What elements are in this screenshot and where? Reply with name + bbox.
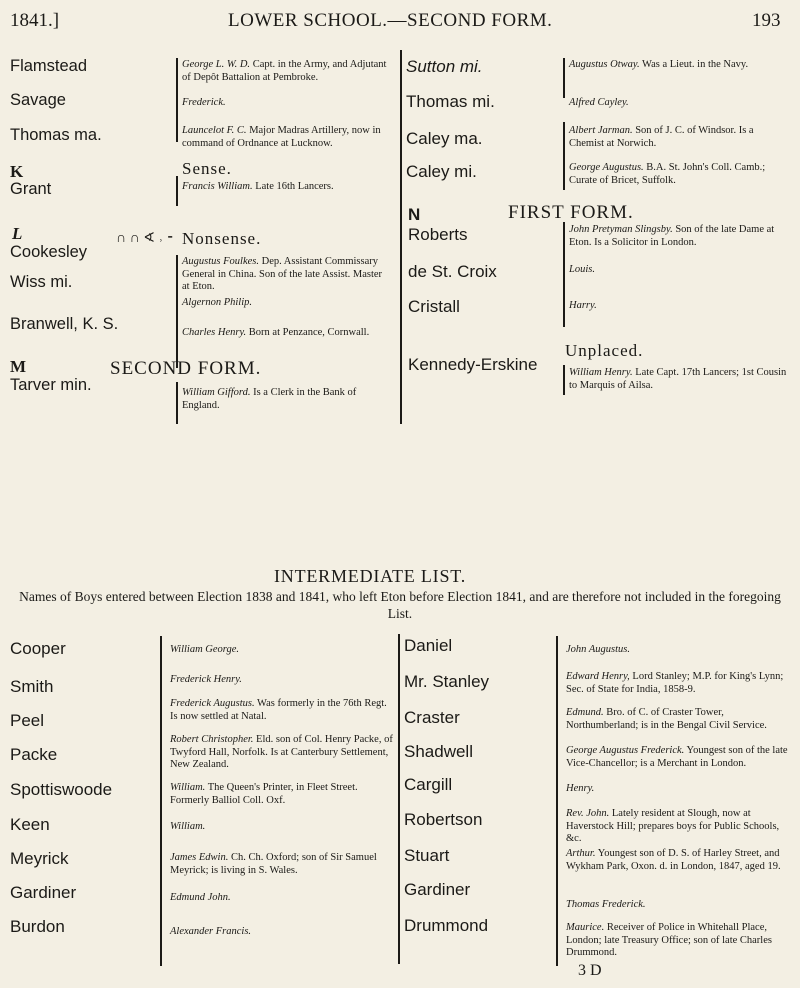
- entry-smith: Frederick Henry.: [170, 674, 242, 685]
- name-meyrick: Meyrick: [10, 849, 69, 868]
- entry-gardiner-2: Thomas Frederick.: [566, 899, 646, 910]
- name-peel: Peel: [10, 711, 45, 730]
- entry-cooper: William George.: [170, 644, 240, 655]
- name-shadwell: Shadwell: [404, 742, 473, 761]
- name-mr-stanley: Mr. Stanley: [404, 672, 490, 691]
- name-savage: Savage: [10, 91, 66, 109]
- header-page-number: 193: [752, 10, 781, 31]
- entry-mr-stanley: Edward Henry, Lord Stanley; M.P. for King's Lynn; Sec. of State for India, 1858-9.: [566, 671, 784, 695]
- intermediate-heading: INTERMEDIATE LIST.: [274, 566, 467, 586]
- entry-roberts: John Pretyman Slingsby. Son of the late Dame at Eton. Is a Solicitor in London.: [569, 224, 775, 248]
- name-spottiswoode: Spottiswoode: [10, 780, 113, 799]
- entry-packe: Robert Christopher. Eld. son of Col. Henry Packe, of Twyford Hall, Norfolk. Is at Canterbury Settlement, New Zealand.: [170, 734, 393, 770]
- name-cooper: Cooper: [10, 639, 66, 658]
- column-rule: [176, 255, 178, 368]
- letter-l: L: [12, 224, 23, 243]
- name-caley-mi: Caley mi.: [406, 162, 477, 181]
- entry-cookesley: Augustus Foulkes. Dep. Assistant Commissary General in China. Son of the late Assist. Master at Eton.: [182, 256, 383, 292]
- name-kennedy-erskine: Kennedy-Erskine: [408, 355, 538, 374]
- column-rule: [160, 636, 162, 966]
- name-gardiner-2: Gardiner: [404, 880, 471, 899]
- column-rule-middle: [400, 50, 402, 424]
- header-title: LOWER SCHOOL.—SECOND FORM.: [228, 10, 553, 31]
- entry-shadwell: George Augustus Frederick. Youngest son of the late Vice-Chancellor; is a Merchant in London.: [566, 745, 788, 769]
- column-rule: [176, 382, 178, 424]
- name-flamstead: Flamstead: [10, 57, 88, 75]
- letter-n: N: [408, 205, 421, 224]
- name-cargill: Cargill: [404, 775, 453, 794]
- entry-sutton-mi: Augustus Otway. Was a Lieut. in the Navy.: [569, 59, 749, 70]
- name-branwell: Branwell, K. S.: [10, 315, 119, 333]
- bracket-symbol: ∩ ∩ ∢ ˒ ⁃: [116, 231, 174, 246]
- name-tarver-min: Tarver min.: [10, 376, 92, 394]
- entry-thomas-ma: Launcelot F. C. Major Madras Artillery, now in command of Ordnance at Lucknow.: [182, 125, 381, 149]
- name-roberts: Roberts: [408, 225, 468, 244]
- entry-caley-ma: Albert Jarman. Son of J. C. of Windsor. Is a Chemist at Norwich.: [569, 125, 754, 149]
- column-rule: [176, 176, 178, 206]
- heading-sense: Sense.: [182, 159, 232, 178]
- entry-cristall: Harry.: [569, 300, 597, 311]
- entry-burdon: Alexander Francis.: [170, 926, 252, 937]
- entry-branwell: Charles Henry. Born at Penzance, Cornwall.: [182, 327, 370, 338]
- heading-nonsense: Nonsense.: [182, 229, 262, 248]
- name-wiss-mi: Wiss mi.: [10, 273, 73, 291]
- column-rule: [563, 58, 565, 98]
- column-rule: [563, 365, 565, 395]
- name-grant: Grant: [10, 180, 52, 198]
- name-daniel: Daniel: [404, 636, 453, 655]
- column-rule: [556, 636, 558, 966]
- name-keen: Keen: [10, 815, 50, 834]
- name-smith: Smith: [10, 677, 54, 696]
- entry-peel: Frederick Augustus. Was formerly in the 76th Regt. Is now settled at Natal.: [170, 698, 387, 722]
- heading-second-form: SECOND FORM.: [110, 358, 262, 379]
- entry-wiss-mi: Algernon Philip.: [182, 297, 252, 308]
- name-robertson: Robertson: [404, 810, 483, 829]
- entry-savage: Frederick.: [182, 97, 226, 108]
- entry-stuart: Arthur. Youngest son of D. S. of Harley Street, and Wykham Park, Oxon. d. in London, 1847, aged 19.: [566, 848, 781, 872]
- name-thomas-mi: Thomas mi.: [406, 92, 495, 111]
- entry-cargill: Henry.: [566, 783, 595, 794]
- letter-k: K: [10, 162, 24, 181]
- name-sutton-mi: Sutton mi.: [406, 57, 483, 76]
- entry-gardiner: Edmund John.: [170, 892, 231, 903]
- intermediate-subtext: Names of Boys entered between Election 1838 and 1841, who left Eton before Election 1841, and are therefore not included in the foregoing List.: [19, 589, 781, 621]
- entry-drummond: Maurice. Receiver of Police in Whitehall Place, London; late Treasury Office; son of late Charles Drummond.: [566, 922, 772, 958]
- name-cristall: Cristall: [408, 297, 460, 316]
- name-cookesley: Cookesley: [10, 243, 88, 261]
- entry-grant: Francis William. Late 16th Lancers.: [182, 181, 334, 192]
- letter-m: M: [10, 357, 27, 376]
- name-caley-ma: Caley ma.: [406, 129, 483, 148]
- entry-caley-mi: George Augustus. B.A. St. John's Coll. Camb.; Curate of Bricet, Suffolk.: [569, 162, 766, 186]
- entry-robertson: Rev. John. Lately resident at Slough, now at Haverstock Hill; prepares boys for Public Schools, &c.: [566, 808, 780, 844]
- entry-meyrick: James Edwin. Ch. Ch. Oxford; son of Sir Samuel Meyrick; is living in S. Wales.: [170, 852, 377, 876]
- entry-daniel: John Augustus.: [566, 644, 630, 655]
- header-year: 1841.]: [10, 10, 60, 31]
- name-burdon: Burdon: [10, 917, 65, 936]
- name-de-st-croix: de St. Croix: [408, 262, 497, 281]
- column-rule: [563, 222, 565, 327]
- name-drummond: Drummond: [404, 916, 489, 935]
- name-gardiner: Gardiner: [10, 883, 77, 902]
- signature-mark: 3 D: [578, 962, 602, 979]
- heading-first-form: FIRST FORM.: [508, 202, 634, 223]
- name-craster: Craster: [404, 708, 460, 727]
- name-packe: Packe: [10, 745, 58, 764]
- column-rule-middle-lower: [398, 634, 400, 964]
- entry-kennedy-erskine: William Henry. Late Capt. 17th Lancers; 1st Cousin to Marquis of Ailsa.: [569, 367, 787, 391]
- entry-tarver-min: William Gifford. Is a Clerk in the Bank of England.: [182, 387, 357, 411]
- heading-unplaced: Unplaced.: [565, 341, 644, 360]
- entry-de-st-croix: Louis.: [569, 264, 595, 275]
- entry-keen: William.: [170, 821, 206, 832]
- name-stuart: Stuart: [404, 846, 450, 865]
- entry-craster: Edmund. Bro. of C. of Craster Tower, Northumberland; is in the Bengal Civil Service.: [566, 707, 767, 731]
- column-rule: [563, 122, 565, 190]
- name-thomas-ma: Thomas ma.: [10, 126, 102, 144]
- entry-spottiswoode: William. The Queen's Printer, in Fleet Street. Formerly Balliol Coll. Oxf.: [170, 782, 358, 806]
- column-rule: [176, 58, 178, 142]
- entry-flamstead: George L. W. D. Capt. in the Army, and Adjutant of Depôt Battalion at Pembroke.: [182, 59, 387, 83]
- entry-thomas-mi: Alfred Cayley.: [569, 97, 629, 108]
